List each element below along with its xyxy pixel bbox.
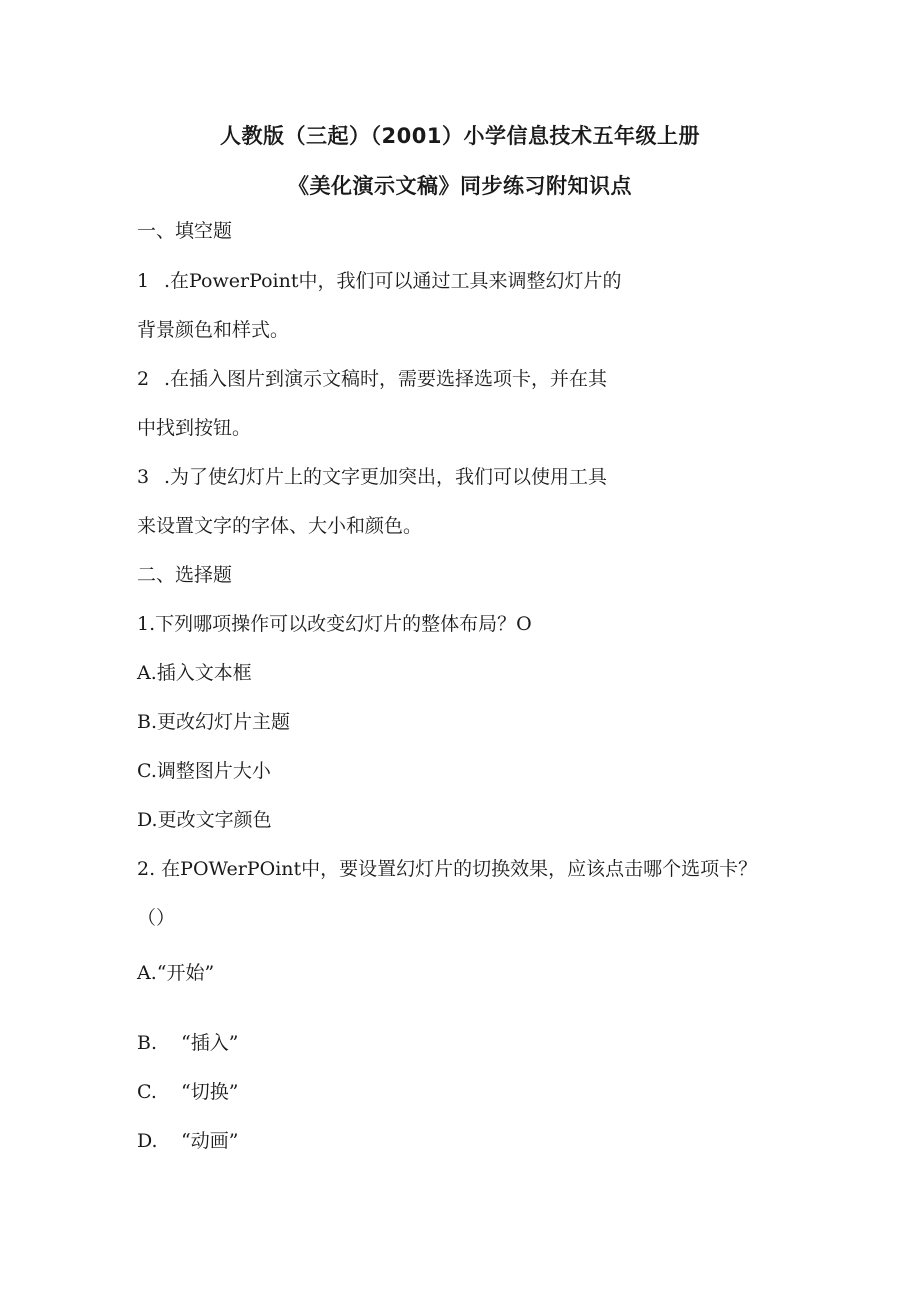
- choice-q2-option-b: [137, 1031, 238, 1055]
- fill-question-2: [137, 367, 607, 391]
- choice-option-a: A.插入文本框: [137, 662, 252, 684]
- section-heading-fill-in: 一、填空题: [137, 220, 233, 242]
- choice-question-1-stem: 1.下列哪项操作可以改变幻灯片的整体布局？O: [137, 613, 532, 635]
- fill-question-1-continued: 背景颜色和样式。: [137, 319, 290, 341]
- choice-option-d: D.更改文字颜色: [137, 809, 272, 831]
- option-text: “切换”: [181, 1081, 239, 1103]
- section-heading-choice: 二、选择题: [137, 564, 233, 586]
- choice-q2-option-d: [137, 1129, 238, 1153]
- document-title-line2: 《美化演示文稿》同步练习附知识点: [288, 174, 632, 198]
- choice-question-2-answer-blank: （）: [137, 907, 176, 929]
- choice-q2-option-a: A.“开始”: [137, 962, 215, 984]
- option-label: D.: [137, 1130, 158, 1152]
- option-text: “动画”: [181, 1130, 239, 1152]
- option-text: “插入”: [181, 1032, 239, 1054]
- question-text: .在插入图片到演示文稿时，需要选择选项卡，并在其: [164, 368, 608, 390]
- fill-question-2-continued: 中找到按钮。: [137, 417, 252, 439]
- question-number: 2: [137, 368, 150, 390]
- fill-question-3-continued: 来设置文字的字体、大小和颜色。: [137, 515, 423, 537]
- option-label: C.: [137, 1081, 157, 1103]
- question-number: 3: [137, 466, 150, 488]
- question-number: 1: [137, 270, 150, 292]
- option-label: B.: [137, 1032, 158, 1054]
- fill-question-3: [137, 465, 607, 489]
- choice-q2-option-c: [137, 1080, 238, 1104]
- choice-option-c: C.调整图片大小: [137, 760, 271, 782]
- question-text: .为了使幻灯片上的文字更加突出，我们可以使用工具: [164, 466, 608, 488]
- question-text: .在PowerPoint中，我们可以通过工具来调整幻灯片的: [164, 270, 622, 292]
- choice-question-2-stem: 2. 在POWerPOint中，要设置幻灯片的切换效果，应该点击哪个选项卡？: [137, 858, 758, 880]
- document-title-line1: 人教版（三起）（2001）小学信息技术五年级上册: [220, 124, 700, 148]
- choice-option-b: B.更改幻灯片主题: [137, 711, 291, 733]
- fill-question-1: [137, 269, 622, 293]
